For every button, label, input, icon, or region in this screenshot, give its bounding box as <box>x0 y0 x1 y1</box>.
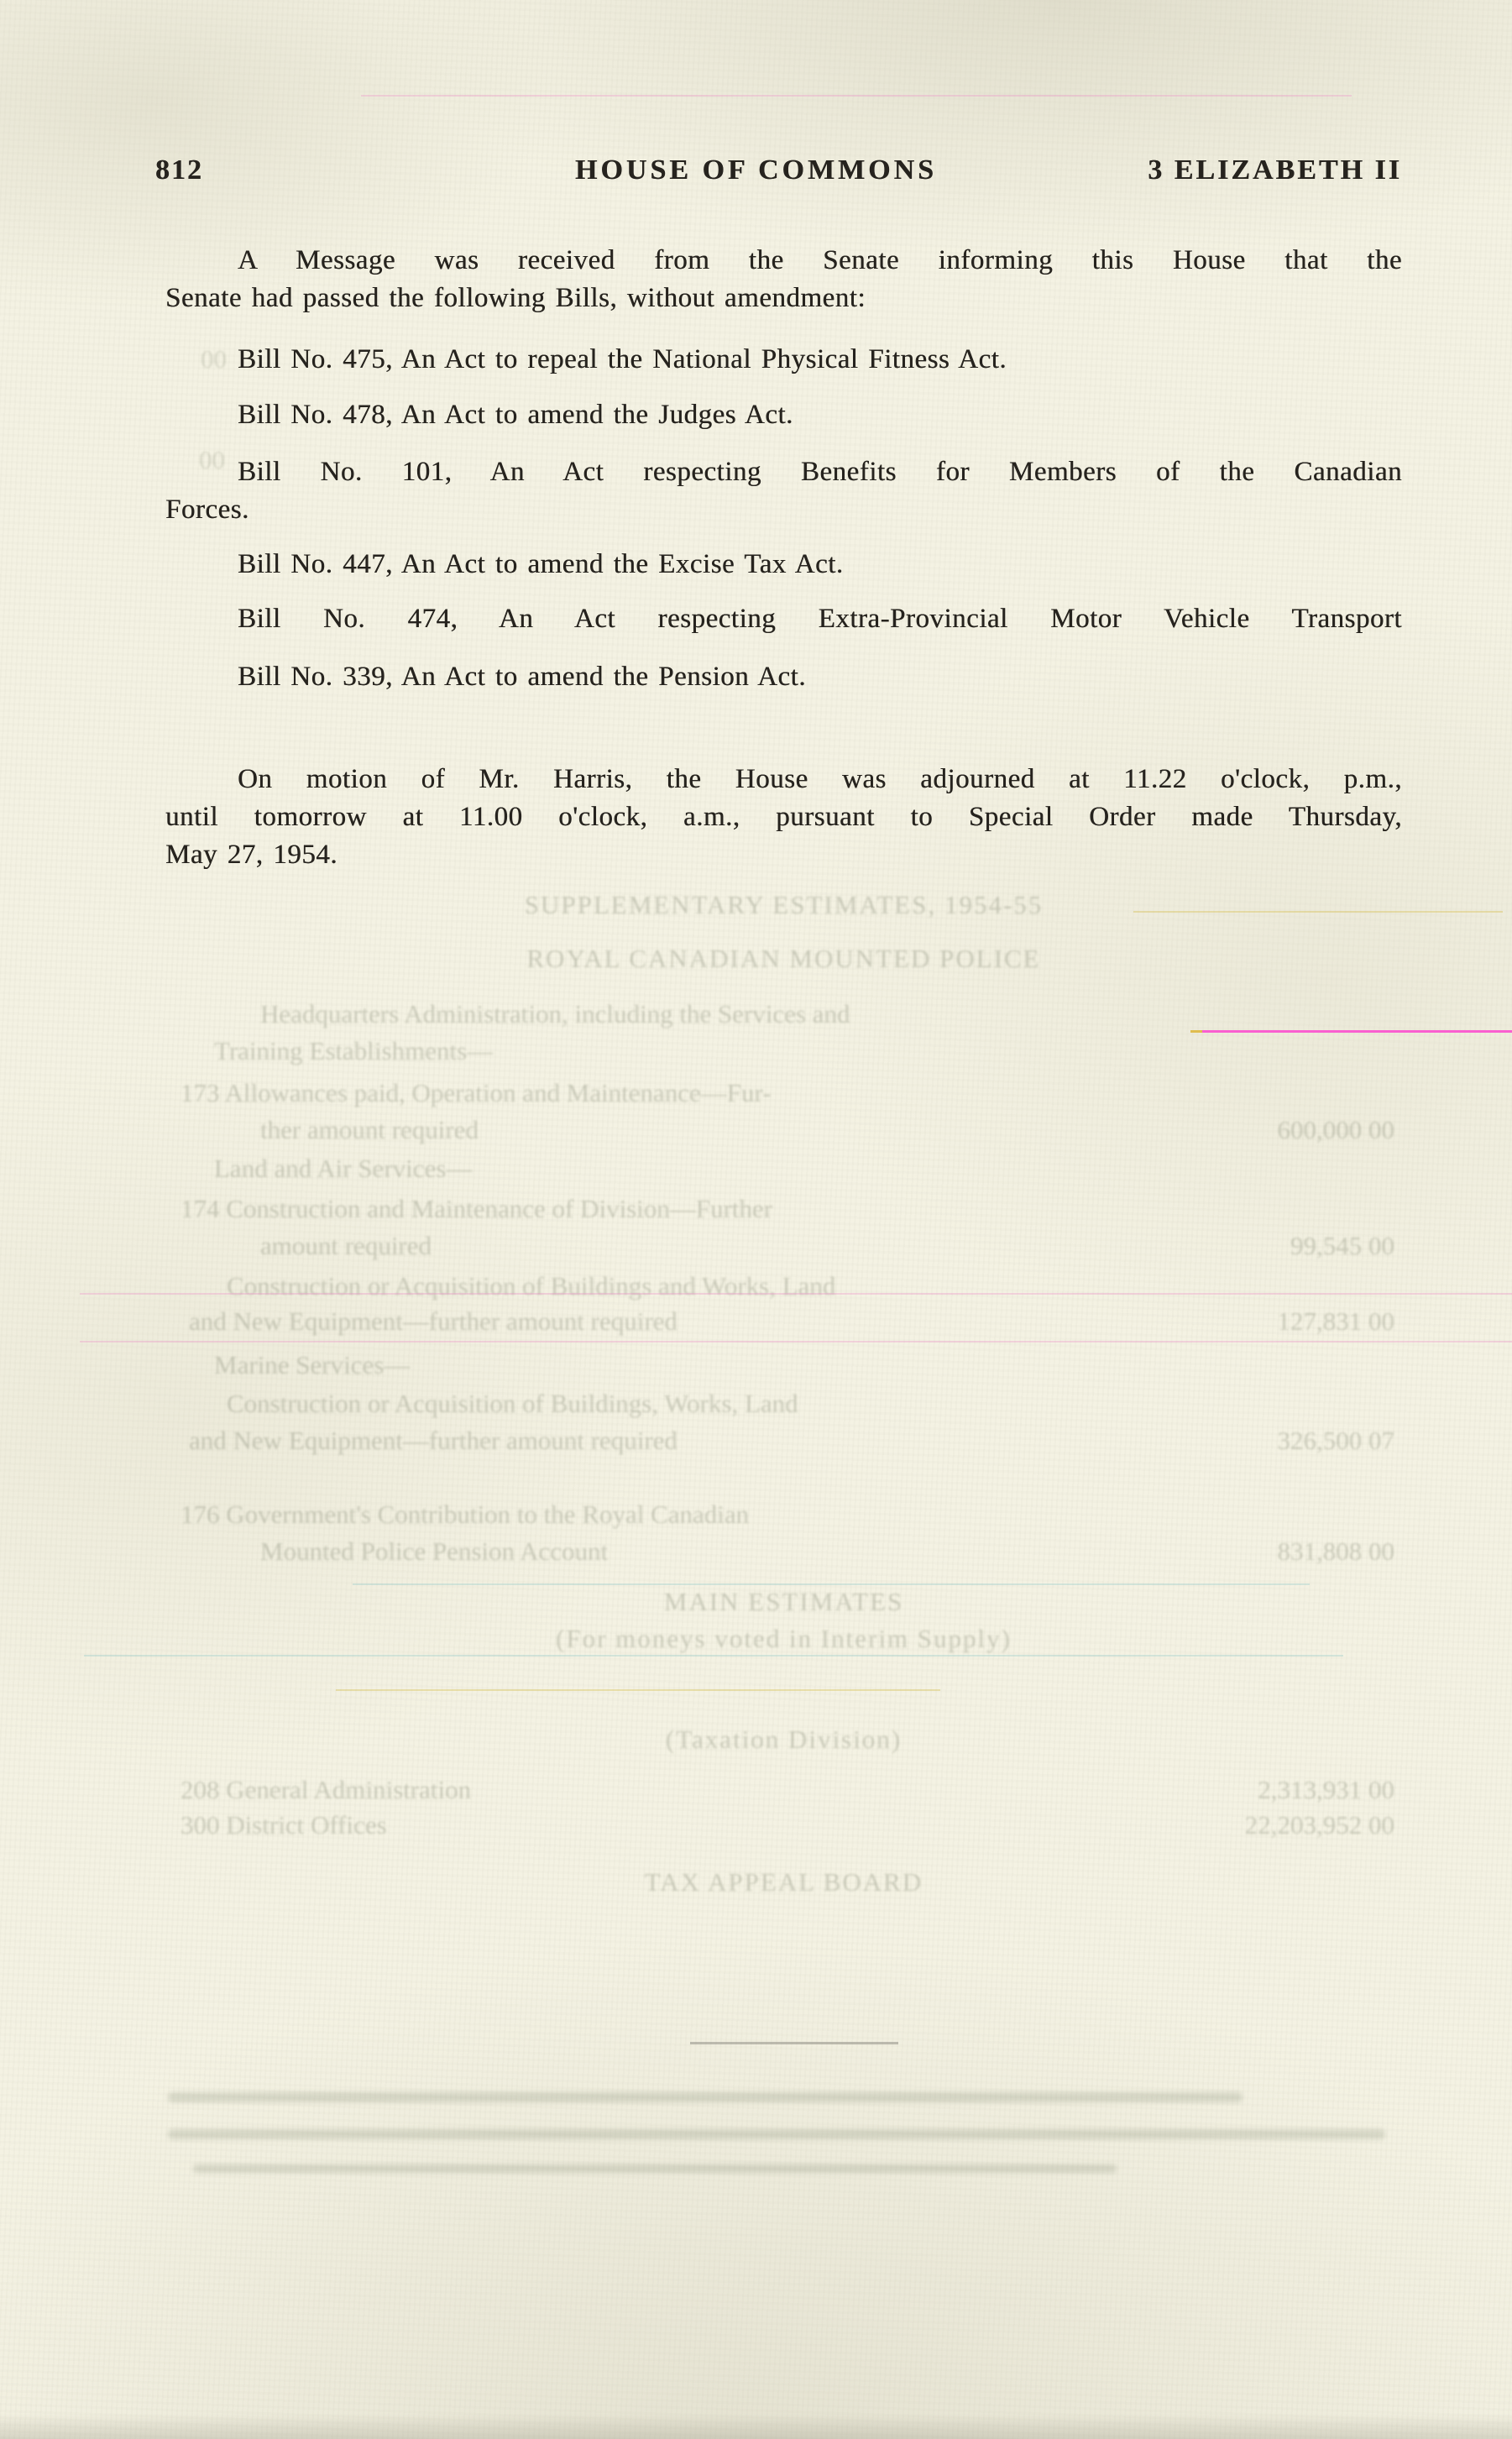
bill-line: Bill No. 475, An Act to repeal the National Physical Fitness Act. <box>238 344 1007 374</box>
bill-line: Bill No. 478, An Act to amend the Judges Act. <box>238 400 793 430</box>
scan-tick-yellow <box>1190 1030 1202 1033</box>
bleed-line: Marine Services— <box>214 1350 411 1379</box>
bleed-line <box>180 1808 1394 1842</box>
bill-line: Bill No. 474, An Act respecting Extra-Provincial Motor Vehicle Transport <box>238 604 1402 634</box>
header-session: 3 ELIZABETH II <box>1148 154 1402 186</box>
bleed-line <box>260 1535 1394 1568</box>
scan-streak-pink <box>80 1293 1512 1295</box>
scan-streak-pink-top <box>361 95 1352 97</box>
bleed-line: Training Establishments— <box>214 1036 494 1065</box>
bill-line-continuation: Forces. <box>165 495 249 525</box>
bleed-line <box>260 1113 1394 1147</box>
bleed-line: 174 Construction and Maintenance of Division—Further <box>180 1194 773 1223</box>
message-paragraph-line: Senate had passed the following Bills, without amendment: <box>165 283 866 313</box>
scan-line-magenta <box>1202 1030 1512 1033</box>
adjournment-paragraph-line: On motion of Mr. Harris, the House was adjourned at 11.22 o'clock, p.m., <box>238 764 1402 794</box>
bleed-amount: 831,808 00 <box>1277 1536 1394 1566</box>
scan-streak-yellow <box>1133 911 1503 913</box>
bleed-text: 300 District Offices <box>180 1810 387 1840</box>
adjournment-paragraph-line: May 27, 1954. <box>165 840 337 870</box>
bleed-amount: 127,831 00 <box>1277 1306 1394 1336</box>
bleed-text: 208 General Administration <box>180 1775 472 1804</box>
bleed-line: (For moneys voted in Interim Supply) <box>556 1624 1012 1653</box>
page-header <box>0 154 1512 187</box>
bleed-digits: 00 <box>199 445 225 474</box>
bleed-line: 176 Government's Contribution to the Royal Canadian <box>180 1500 750 1529</box>
bleed-line: Headquarters Administration, including the Services and <box>260 999 850 1028</box>
scan-streak-cyan <box>353 1583 1310 1585</box>
bill-line: Bill No. 447, An Act to amend the Excise Tax Act. <box>238 549 844 579</box>
bleed-amount: 326,500 07 <box>1277 1426 1394 1455</box>
bill-line: Bill No. 339, An Act to amend the Pension Act. <box>238 662 806 692</box>
bleed-amount: 22,203,952 00 <box>1244 1810 1394 1840</box>
short-horizontal-rule <box>690 2042 898 2044</box>
page-number: 812 <box>155 154 203 186</box>
bleed-line: TAX APPEAL BOARD <box>644 1867 923 1897</box>
bleed-line: ROYAL CANADIAN MOUNTED POLICE <box>526 944 1041 973</box>
scan-streak-yellow <box>336 1689 940 1691</box>
bleed-line: MAIN ESTIMATES <box>663 1587 904 1616</box>
adjournment-paragraph-line: until tomorrow at 11.00 o'clock, a.m., pursuant to Special Order made Thursday, <box>165 802 1402 832</box>
bleed-line: Construction or Acquisition of Buildings, Works, Land <box>227 1389 798 1418</box>
bleed-text: and New Equipment—further amount required <box>189 1306 678 1336</box>
bleed-line <box>180 1773 1394 1807</box>
bottom-scan-shadow <box>0 2414 1512 2439</box>
bleed-smudge <box>168 2092 1243 2102</box>
bleed-amount: 2,313,931 00 <box>1258 1775 1394 1804</box>
bleed-text: and New Equipment—further amount required <box>189 1426 678 1455</box>
bleed-line <box>260 1229 1394 1263</box>
bleed-line: (Taxation Division) <box>665 1725 902 1754</box>
bleed-text: ther amount required <box>260 1115 479 1144</box>
scan-streak-pink <box>80 1341 1512 1342</box>
bleed-line <box>189 1305 1394 1338</box>
header-title: HOUSE OF COMMONS <box>574 154 938 186</box>
bleed-line: Land and Air Services— <box>214 1154 473 1183</box>
bleed-line: 173 Allowances paid, Operation and Maintenance—Fur- <box>180 1078 772 1107</box>
bleed-text: Mounted Police Pension Account <box>260 1536 609 1566</box>
bleed-smudge <box>193 2164 1117 2173</box>
bill-line: Bill No. 101, An Act respecting Benefits for Members of the Canadian <box>238 457 1402 487</box>
bleed-smudge <box>168 2129 1385 2139</box>
bleed-line: Construction or Acquisition of Buildings and Works, Land <box>227 1271 836 1301</box>
bleed-line <box>189 1424 1394 1458</box>
scan-streak-cyan <box>84 1655 1343 1657</box>
bleed-line: SUPPLEMENTARY ESTIMATES, 1954-55 <box>524 890 1044 919</box>
bleed-text: amount required <box>260 1231 432 1260</box>
bleed-digits: 00 <box>201 344 227 374</box>
message-paragraph-line: A Message was received from the Senate informing this House that the <box>238 245 1402 275</box>
bleed-amount: 99,545 00 <box>1290 1231 1394 1260</box>
bleed-amount: 600,000 00 <box>1277 1115 1394 1144</box>
